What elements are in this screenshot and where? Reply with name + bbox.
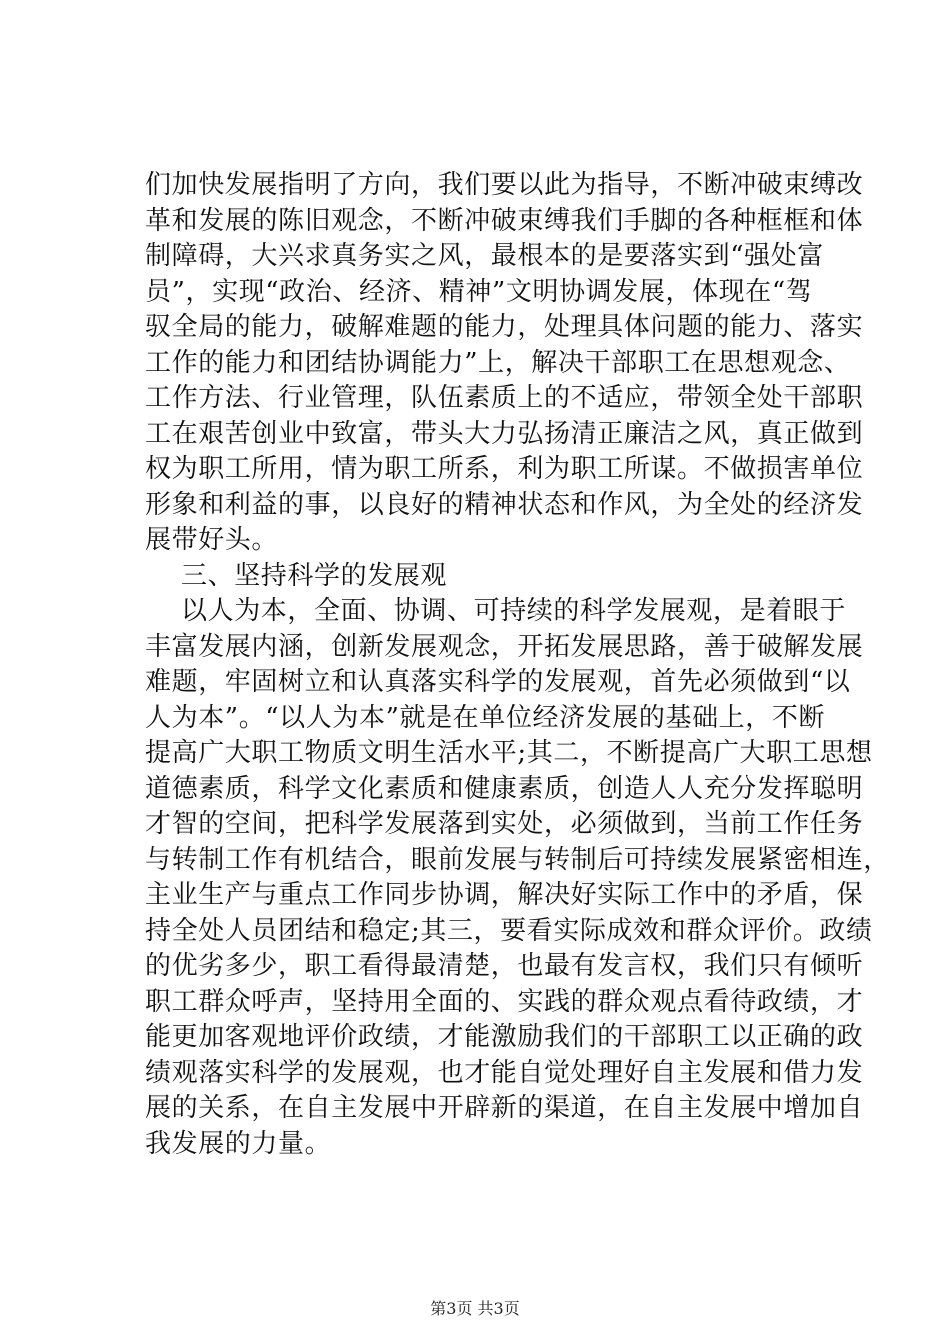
text-line: 我发展的力量。 [145, 1128, 332, 1159]
text-line: 道德素质，科学文化素质和健康素质，创造人人充分发挥聪明 [145, 773, 864, 804]
text-line: 展带好头。 [145, 525, 279, 555]
text-line: 绩观落实科学的发展观，也才能自觉处理好自主发展和借力发 [145, 1057, 864, 1088]
text-line: 职工群众呼声，坚持用全面的、实践的群众观点看待政绩，才 [145, 986, 864, 1017]
text-line: 主业生产与重点工作同步协调，解决好实际工作中的矛盾，保 [145, 880, 864, 910]
text-line: 人为本”。“以人为本”就是在单位经济发展的基础上，不断 [145, 702, 826, 733]
document-body [145, 168, 890, 1162]
text-line: 能更加客观地评价政绩，才能激励我们的干部职工以正确的政 [145, 1022, 864, 1052]
page-number-footer: 第3页 共3页 [430, 1299, 520, 1318]
text-line: 展的关系，在自主发展中开辟新的渠道，在自主发展中增加自 [145, 1093, 864, 1123]
text-line: 的优劣多少，职工看得最清楚，也最有发言权，我们只有倾听 [145, 951, 864, 981]
text-line: 丰富发展内涵，创新发展观念，开拓发展思路，善于破解发展 [145, 631, 864, 662]
text-line: 工作的能力和团结协调能力”上，解决干部职工在思想观念、 [145, 347, 851, 378]
text-line: 工作方法、行业管理，队伍素质上的不适应，带领全处干部职 [145, 383, 864, 413]
text-line: 权为职工所用，情为职工所系，利为职工所谋。不做损害单位 [145, 454, 864, 484]
section-heading: 三、坚持科学的发展观 [181, 560, 448, 591]
text-line: 才智的空间，把科学发展落到实处，必须做到，当前工作任务 [145, 809, 864, 839]
text-line: 工在艰苦创业中致富，带头大力弘扬清正廉洁之风，真正做到 [145, 418, 864, 449]
text-line: 们加快发展指明了方向，我们要以此为指导，不断冲破束缚改 [145, 170, 864, 200]
text-line: 持全处人员团结和稳定;其三，要看实际成效和群众评价。政绩 [145, 915, 873, 946]
text-line: 形象和利益的事，以良好的精神状态和作风，为全处的经济发 [145, 489, 864, 520]
text-line: 难题，牢固树立和认真落实科学的发展观，首先必须做到“以 [145, 667, 851, 697]
text-line: 革和发展的陈旧观念，不断冲破束缚我们手脚的各种框框和体 [145, 205, 864, 236]
text-line: 以人为本，全面、协调、可持续的科学发展观，是着眼于 [181, 596, 847, 626]
text-line: 制障碍，大兴求真务实之风，最根本的是要落实到“强处富 [145, 241, 824, 271]
text-line: 提高广大职工物质文明生活水平;其二，不断提高广大职工思想 [145, 738, 873, 768]
text-line: 与转制工作有机结合，眼前发展与转制后可持续发展紧密相连， [145, 844, 890, 875]
text-line: 员”，实现“政治、经济、精神”文明协调发展，体现在“驾 [145, 276, 813, 307]
text-line: 驭全局的能力，破解难题的能力，处理具体问题的能力、落实 [145, 312, 864, 342]
